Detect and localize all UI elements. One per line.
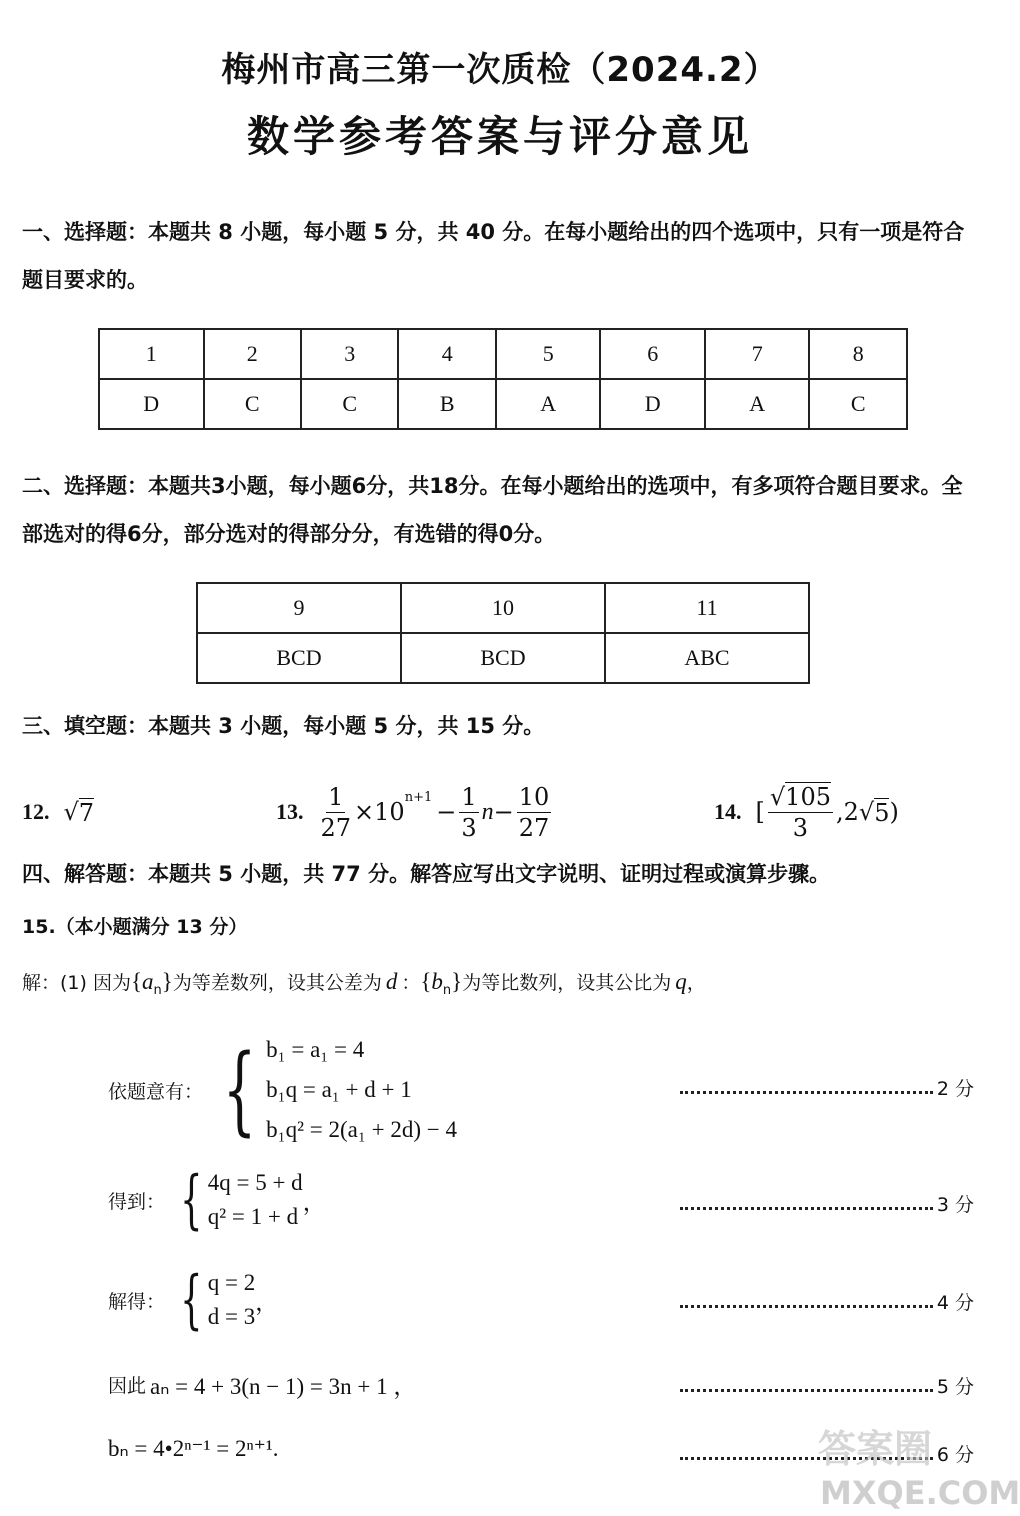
answer-cell: ABC [605, 633, 809, 683]
step-label: 解得： [108, 1290, 166, 1313]
score-mark [680, 1372, 974, 1399]
solution-step-3 [108, 1263, 279, 1337]
variable-q: q [675, 969, 687, 994]
answer-cell: B [398, 379, 495, 429]
solution-step-5 [108, 1436, 278, 1462]
answer-cell: BCD [197, 633, 401, 683]
score-value: 6 分 [936, 1444, 974, 1466]
equation-system [209, 1030, 457, 1150]
dotted-leader [680, 1197, 933, 1210]
set-brace: { [420, 969, 432, 994]
section2-instructions: 二、选择题：本题共3小题，每小题6分，共18分。在每小题给出的选项中，有多项符合题目要求。全部选对的得6分，部分选对的得部分分，有选错的得0分。 [22, 474, 963, 546]
denominator: 27 [320, 813, 352, 842]
denominator: 27 [518, 813, 550, 842]
minus-sign: − [493, 798, 514, 826]
equation: bₙ = 4•2ⁿ⁻¹ = 2ⁿ⁺¹. [108, 1436, 279, 1461]
question-number-cell: 7 [705, 329, 810, 379]
fraction [768, 782, 833, 843]
question-number-cell: 4 [398, 329, 495, 379]
answer-cell: C [809, 379, 907, 429]
question-number-cell: 2 [204, 329, 301, 379]
equation: b₁q = a₁ + d + 1 [266, 1077, 412, 1102]
score-mark [680, 1288, 974, 1315]
question-number-cell: 9 [197, 583, 401, 633]
question-number: 14. [714, 799, 742, 824]
equation-system [171, 1263, 279, 1337]
set-brace: { [130, 969, 143, 994]
table-row [197, 583, 809, 633]
question-15-heading: 15.（本小题满分 13 分） [22, 916, 248, 938]
question-number-cell: 8 [809, 329, 907, 379]
section1-instructions: 一、选择题：本题共 8 小题，每小题 5 分，共 40 分。在每小题给出的四个选项中，只有一项是符合题目要求的。 [22, 220, 965, 292]
numerator [768, 782, 833, 813]
fraction [321, 782, 352, 843]
subscript: n [153, 982, 162, 998]
question-number-cell: 11 [605, 583, 809, 633]
left-brace: { [180, 1163, 203, 1237]
section4-instructions: 四、解答题：本题共 5 小题，共 77 分。解答应写出文字说明、证明过程或演算步骤。 [22, 862, 831, 886]
question-number-cell: 3 [301, 329, 398, 379]
numerator: 1 [461, 782, 477, 811]
dotted-leader [680, 1295, 933, 1308]
step-label: 因此 [108, 1375, 147, 1397]
page-title: 梅州市高三第一次质检（2024.2） [221, 50, 779, 90]
section2-answer-table [196, 582, 810, 684]
question-number-cell: 10 [401, 583, 605, 633]
solution-step-4 [108, 1368, 416, 1401]
watermark-url: MXQE.COM [820, 1474, 1020, 1512]
page-subtitle: 数学参考答案与评分意见 [246, 112, 753, 161]
watermark-logo: 答案圈 [818, 1427, 933, 1471]
equation: b₁ = a₁ = 4 [266, 1037, 365, 1062]
dotted-leader [680, 1379, 933, 1392]
solution-step-2 [108, 1163, 326, 1237]
answer-cell: A [496, 379, 601, 429]
equation: aₙ = 4 + 3(n − 1) = 3n + 1 ， [150, 1374, 417, 1399]
fraction [459, 782, 478, 843]
equation: d = 3 [207, 1304, 256, 1329]
radicand: 105 [785, 782, 831, 811]
step-label: 得到： [108, 1190, 166, 1213]
set-brace: } [451, 969, 463, 994]
comma: ， [255, 1289, 279, 1315]
answer-12 [22, 772, 94, 852]
denominator: 3 [792, 813, 809, 842]
dotted-leader [680, 1081, 933, 1094]
solution-intro [22, 968, 706, 998]
answer-cell: C [301, 379, 398, 429]
variable-n: n [481, 798, 494, 825]
sqrt-sign: √ [769, 782, 786, 811]
table-row [99, 329, 907, 379]
radicand: 5 [874, 798, 890, 827]
intro-text: 为等差数列，设其公差为 [172, 972, 382, 994]
score-value: 2 分 [936, 1078, 974, 1100]
equation: 4q = 5 + d [207, 1170, 303, 1195]
intro-text: ， [686, 972, 706, 994]
numerator: 1 [328, 782, 344, 811]
left-brace: { [222, 1034, 257, 1146]
variable-d: d [385, 969, 398, 994]
equation: q² = 1 + d [207, 1204, 299, 1229]
equation-lines [208, 1266, 255, 1334]
answer-cell: C [204, 379, 301, 429]
score-value: 3 分 [936, 1194, 974, 1216]
table-row [197, 633, 809, 683]
answer-cell: D [600, 379, 705, 429]
sequence-b: b [431, 969, 443, 994]
exponent: n+1 [404, 790, 433, 805]
sqrt-sign: √ [858, 798, 875, 826]
step-label: 依题意有： [108, 1080, 204, 1103]
equation-system [171, 1163, 326, 1237]
close-paren: ) [889, 798, 899, 826]
radicand: 7 [78, 798, 95, 827]
comma: ， [302, 1189, 326, 1215]
section3-instructions: 三、填空题：本题共 3 小题，每小题 5 分，共 15 分。 [22, 714, 545, 738]
open-bracket: [ [755, 798, 765, 826]
equation: q = 2 [207, 1270, 256, 1295]
separator: ,2 [835, 798, 859, 826]
answer-14 [714, 772, 899, 852]
question-number-cell: 5 [496, 329, 601, 379]
score-value: 4 分 [936, 1292, 974, 1314]
intro-text: 解：(1) 因为 [22, 972, 131, 994]
set-brace: } [161, 969, 173, 994]
minus-sign: − [436, 798, 457, 826]
sqrt-sign: √ [63, 798, 79, 826]
answer-13 [276, 772, 554, 852]
subscript: n [442, 982, 452, 998]
question-number-cell: 1 [99, 329, 204, 379]
left-brace: { [180, 1263, 203, 1337]
section1-answer-table [98, 328, 908, 430]
score-mark [680, 1190, 974, 1217]
question-number: 13. [276, 799, 304, 824]
answer-cell: A [705, 379, 810, 429]
table-row [99, 379, 907, 429]
equation-lines [266, 1030, 457, 1150]
question-number-cell: 6 [600, 329, 705, 379]
intro-text: ： [401, 972, 421, 994]
equation-lines [208, 1166, 303, 1234]
answer-cell: D [99, 379, 204, 429]
equation: b₁q² = 2(a₁ + 2d) − 4 [266, 1117, 457, 1142]
fraction [517, 782, 552, 843]
score-mark [680, 1074, 974, 1101]
denominator: 3 [461, 813, 477, 842]
answer-cell: BCD [401, 633, 605, 683]
score-value: 5 分 [936, 1376, 974, 1398]
sequence-a: a [142, 969, 154, 994]
solution-step-1 [108, 1030, 457, 1150]
power-base: ×10 [354, 798, 405, 826]
numerator: 10 [518, 782, 550, 811]
question-number: 12. [22, 799, 50, 824]
intro-text: 为等比数列，设其公比为 [462, 972, 672, 994]
